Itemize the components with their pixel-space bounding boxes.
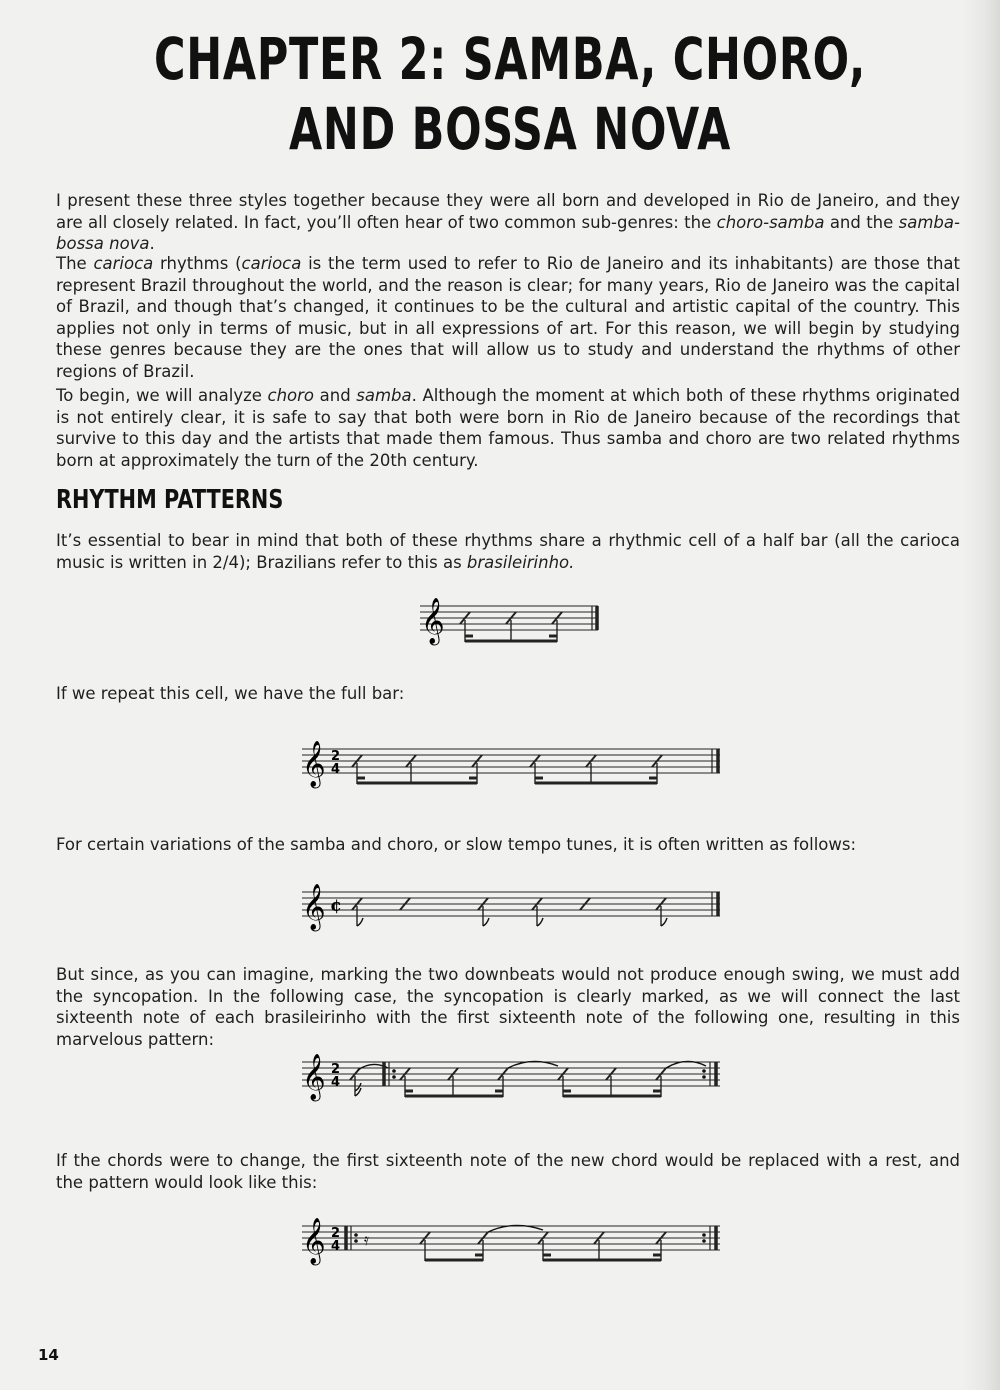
- section-heading-rhythm-patterns: RHYTHM PATTERNS: [56, 485, 284, 515]
- pickup-note: [350, 1068, 361, 1096]
- text-run: I present these three styles together because they were all born and developed in Rio de Janeiro, and they are all closely related. In fact, you’ll often hear of two common sub-genres: the: [56, 191, 960, 232]
- time-signature-top: 2: [331, 1062, 341, 1077]
- time-signature-bottom: 4: [331, 1239, 341, 1254]
- notation-staff-cut-time: [300, 878, 730, 938]
- notation-staff-cell: [418, 592, 608, 652]
- time-signature-top: 2: [331, 749, 341, 764]
- rhythm-paragraph-3: For certain variations of the samba and choro, or slow tempo tunes, it is often written as follows:: [56, 835, 857, 854]
- italic-term: samba-bossa nova: [56, 212, 960, 253]
- treble-clef-icon: 𝄞: [302, 1054, 326, 1100]
- treble-clef-icon: 𝄞: [302, 1218, 326, 1264]
- italic-term: samba: [356, 386, 412, 405]
- staff-lines: [302, 892, 720, 916]
- rhythm-paragraph-4: But since, as you can imagine, marking the two downbeats would not produce enough swing, we must add the syncopation. In the following case, the syncopation is clearly marked, as we will connect the last sixteenth note of each brasileirinho with the first sixteenth note of the following one, resulting in this marvelous pattern:: [56, 965, 960, 1049]
- page-edge-shadow: [960, 0, 1000, 1390]
- intro-paragraph-3: [56, 385, 960, 471]
- notation-staff-full-bar: [300, 735, 730, 795]
- italic-term: carioca: [93, 254, 154, 273]
- time-signature-bottom: 4: [331, 1075, 341, 1090]
- italic-term: brasileirinho.: [466, 552, 575, 572]
- rhythm-paragraph-1: [56, 530, 960, 573]
- treble-clef-icon: 𝄞: [302, 884, 326, 930]
- time-signature-bottom: 4: [331, 762, 341, 777]
- text-run: and: [314, 386, 357, 405]
- time-signature-top: 2: [331, 1226, 341, 1241]
- text-run: is the term used to refer to Rio de Janeiro and its inhabitants) are those that represent Brazil throughout the world, and the reason is clear; for many years, Rio de Janeiro was the capital of Brazil, and though that’s changed, it continues to be the cultural and artistic capital of the country. This applies not only in terms of music, but in all expressions of art. For this reason, we will begin by studying these genres because they are the ones that will allow us to study and understand the rhythms of other regions of Brazil.: [56, 254, 961, 381]
- rhythm-paragraph-2: If we repeat this cell, we have the full bar:: [56, 684, 405, 703]
- rhythm-paragraph-5: If the chords were to change, the first sixteenth note of the new chord would be replaced with a rest, and the pattern would look like this:: [56, 1151, 960, 1192]
- intro-paragraph-1: [56, 190, 960, 255]
- sixteenth-rest-icon: 𝄿: [364, 1230, 369, 1249]
- notation-staff-syncopated: [300, 1048, 730, 1108]
- chapter-title-line1: CHAPTER 2: SAMBA, CHORO,: [153, 25, 867, 93]
- text-run: The: [56, 254, 94, 273]
- beams: [357, 778, 657, 783]
- chapter-title: [133, 24, 888, 164]
- text-run: .: [149, 234, 155, 253]
- treble-clef-icon: 𝄞: [302, 741, 326, 787]
- italic-term: carioca: [241, 254, 302, 273]
- treble-clef-icon: 𝄞: [421, 598, 445, 644]
- text-run: . Although the moment at which both of these rhythms originated is not entirely clear, it is safe to say that both were born in Rio de Janeiro because of the recordings that survive to this day and the artists that made them famous. Thus samba and choro are two related rhythms born at approximately the turn of the 20th century.: [56, 386, 960, 470]
- text-run: and the: [824, 212, 899, 232]
- italic-term: choro: [267, 386, 315, 405]
- cut-time-icon: ¢: [330, 896, 342, 916]
- beams: [405, 1091, 661, 1096]
- note-stems: [465, 620, 557, 642]
- staff-lines: [420, 606, 598, 630]
- chapter-title-line2: AND BOSSA NOVA: [288, 95, 732, 163]
- text-run: rhythms (: [153, 254, 242, 273]
- page-number: 14: [38, 1346, 59, 1364]
- text-run: It’s essential to bear in mind that both of these rhythms share a rhythmic cell of a half bar (all the carioca music is written in 2/4); Brazilians refer to this as: [56, 531, 960, 572]
- italic-term: choro-samba: [716, 212, 825, 232]
- text-run: To begin, we will analyze: [56, 386, 268, 405]
- intro-paragraph-2: [56, 253, 960, 382]
- notation-staff-with-rest: [300, 1212, 730, 1272]
